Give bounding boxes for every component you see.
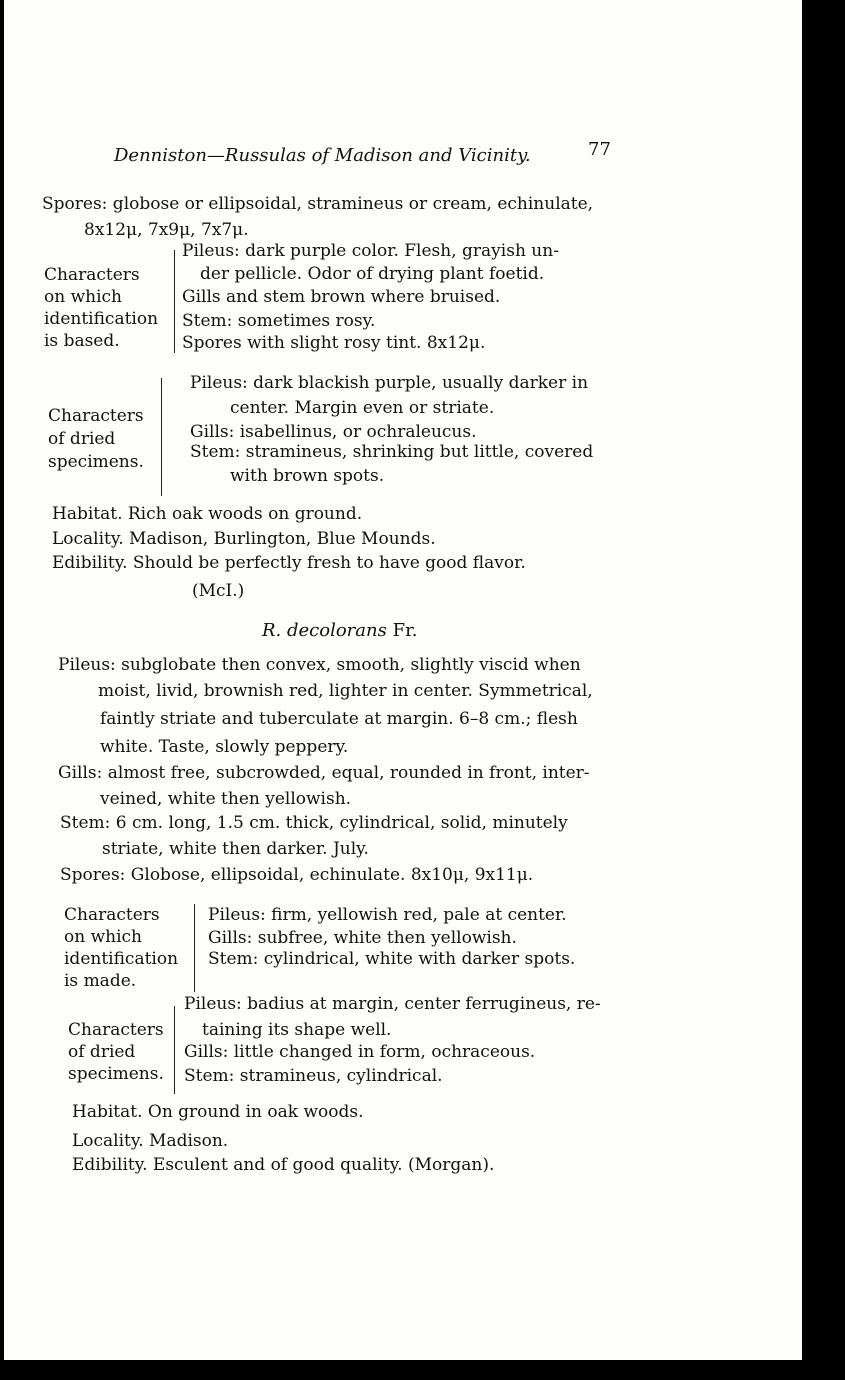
stem-description: striate, white then darker. July. (102, 839, 369, 859)
running-title: Denniston—Russulas of Madison and Vicinity. (114, 145, 531, 166)
identification-label-4: is based. (44, 331, 120, 351)
spores-description: Spores: Globose, ellipsoidal, echinulate. 8x10μ, 9x11μ. (60, 865, 534, 885)
pileus-description: Pileus: subglobate then convex, smooth, slightly viscid when (58, 655, 581, 675)
dried-line: Gills: isabellinus, or ochraleucus. (190, 422, 477, 442)
dried-label-3: specimens. (48, 452, 144, 472)
identification-line: Stem: cylindrical, white with darker spots. (208, 949, 576, 969)
identification-line: Pileus: firm, yellowish red, pale at center. (208, 905, 567, 925)
spores-measurements: 8x12μ, 7x9μ, 7x7μ. (84, 220, 249, 240)
dried-line: Stem: stramineus, shrinking but little, covered (190, 442, 594, 462)
identification-line: Gills: subfree, white then yellowish. (208, 928, 517, 948)
dried-line: taining its shape well. (202, 1020, 392, 1040)
dried-line: Stem: stramineus, cylindrical. (184, 1066, 443, 1086)
identification-label-2: on which (64, 927, 142, 947)
edibility: Edibility. Should be perfectly fresh to have good flavor. (52, 553, 526, 573)
identification-label-3: identification (64, 949, 179, 969)
habitat: Habitat. On ground in oak woods. (72, 1102, 364, 1122)
dried-label-2: of dried (48, 429, 116, 449)
dried-label-1: Characters (68, 1020, 164, 1040)
dried-label-3: specimens. (68, 1064, 164, 1084)
gills-description: veined, white then yellowish. (100, 789, 352, 809)
scan-border (802, 0, 845, 1380)
brace (174, 250, 175, 353)
dried-line: center. Margin even or striate. (230, 398, 495, 418)
brace (161, 378, 162, 496)
identification-label-1: Characters (64, 905, 160, 925)
dried-label-1: Characters (48, 406, 144, 426)
dried-line: Pileus: badius at margin, center ferrugineus, re- (184, 994, 601, 1014)
identification-line: Spores with slight rosy tint. 8x12μ. (182, 333, 486, 353)
pileus-description: faintly striate and tuberculate at margin. 6–8 cm.; flesh (100, 709, 578, 729)
identification-line: Stem: sometimes rosy. (182, 311, 376, 331)
pileus-description: moist, livid, brownish red, lighter in center. Symmetrical, (98, 681, 593, 701)
pileus-description: white. Taste, slowly peppery. (100, 737, 349, 757)
identification-line: der pellicle. Odor of drying plant foetid. (200, 264, 545, 284)
species-author: Fr. (392, 620, 418, 641)
identification-line: Pileus: dark purple color. Flesh, grayish un- (182, 241, 559, 261)
dried-line: with brown spots. (230, 466, 385, 486)
page-number: 77 (588, 139, 611, 160)
identification-label-3: identification (44, 309, 159, 329)
brace (174, 1006, 175, 1094)
edibility-reference: (McI.) (192, 581, 245, 601)
stem-description: Stem: 6 cm. long, 1.5 cm. thick, cylindrical, solid, minutely (60, 813, 568, 833)
spores-line: Spores: globose or ellipsoidal, stramineus or cream, echinulate, (42, 194, 594, 214)
dried-line: Pileus: dark blackish purple, usually darker in (190, 373, 589, 393)
locality: Locality. Madison. (72, 1131, 229, 1151)
dried-line: Gills: little changed in form, ochraceous. (184, 1042, 536, 1062)
identification-label-1: Characters (44, 265, 140, 285)
identification-line: Gills and stem brown where bruised. (182, 287, 501, 307)
brace (194, 904, 195, 992)
habitat: Habitat. Rich oak woods on ground. (52, 504, 363, 524)
document-page (4, 0, 802, 1360)
species-name: R. decolorans (262, 620, 387, 641)
edibility: Edibility. Esculent and of good quality. (Morgan). (72, 1155, 495, 1175)
identification-label-4: is made. (64, 971, 137, 991)
gills-description: Gills: almost free, subcrowded, equal, rounded in front, inter- (58, 763, 590, 783)
dried-label-2: of dried (68, 1042, 136, 1062)
locality: Locality. Madison, Burlington, Blue Mounds. (52, 529, 436, 549)
identification-label-2: on which (44, 287, 122, 307)
species-title (262, 622, 417, 640)
